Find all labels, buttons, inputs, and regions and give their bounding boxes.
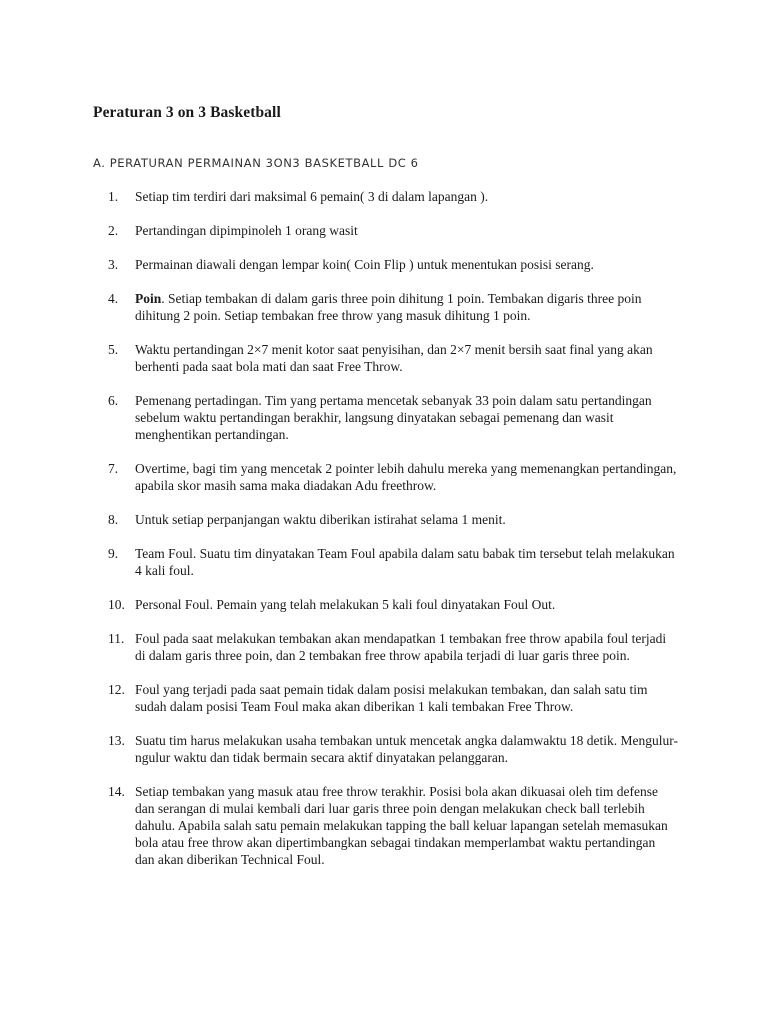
rule-text <box>135 511 678 528</box>
rule-bold-term: Poin <box>135 291 162 306</box>
rule-number: 12. <box>108 682 125 697</box>
rules-list <box>108 188 678 885</box>
rule-body: . Setiap tembakan di dalam garis three poin dihitung 1 poin. Tembakan digaris three poin dihitung 2 poin. Setiap tembakan free throw yang masuk dihitung 1 poin. <box>135 291 642 323</box>
section-heading: A. PERATURAN PERMAINAN 3ON3 BASKETBALL DC 6 <box>93 156 419 170</box>
rule-item <box>108 545 678 579</box>
rule-item <box>108 460 678 494</box>
rule-body: Foul pada saat melakukan tembakan akan mendapatkan 1 tembakan free throw apabila foul terjadi di dalam garis three poin, dan 2 tembakan free throw apabila terjadi di luar garis three poin. <box>135 631 667 663</box>
rule-item <box>108 188 678 205</box>
rule-text <box>135 290 678 324</box>
rule-text <box>135 783 678 868</box>
rule-text <box>135 681 678 715</box>
rule-body: Personal Foul. Pemain yang telah melakukan 5 kali foul dinyatakan Foul Out. <box>135 597 556 612</box>
rule-number: 13. <box>108 733 125 748</box>
rule-number: 1. <box>108 189 119 204</box>
rule-text <box>135 460 678 494</box>
rule-item <box>108 341 678 375</box>
rule-body: Overtime, bagi tim yang mencetak 2 pointer lebih dahulu mereka yang memenangkan pertandingan, apabila skor masih sama maka diadakan Adu freethrow. <box>135 461 677 493</box>
rule-body: Setiap tembakan yang masuk atau free throw terakhir. Posisi bola akan dikuasai oleh tim defense dan serangan di mulai kembali dari luar garis three poin dengan melakukan check ball terlebih dahulu. Apabila salah satu pemain melakukan tapping the ball keluar lapangan setelah memasukan bola atau free throw akan dipertimbangkan sebagai tindakan memperlambat waktu pertandingan dan akan diberikan Technical Foul. <box>135 784 668 867</box>
rule-body: Foul yang terjadi pada saat pemain tidak dalam posisi melakukan tembakan, dan salah satu tim sudah dalam posisi Team Foul maka akan diberikan 1 kali tembakan Free Throw. <box>135 682 648 714</box>
rule-item <box>108 630 678 664</box>
rule-item <box>108 783 678 868</box>
rule-item <box>108 290 678 324</box>
rule-text <box>135 188 678 205</box>
rule-number: 6. <box>108 393 119 408</box>
rule-text <box>135 545 678 579</box>
rule-text <box>135 392 678 443</box>
rule-number: 5. <box>108 342 119 357</box>
rule-number: 14. <box>108 784 125 799</box>
rule-number: 3. <box>108 257 119 272</box>
rule-body: Team Foul. Suatu tim dinyatakan Team Foul apabila dalam satu babak tim tersebut telah melakukan 4 kali foul. <box>135 546 675 578</box>
rule-body: Suatu tim harus melakukan usaha tembakan untuk mencetak angka dalamwaktu 18 detik. Mengulur-ngulur waktu dan tidak bermain secara aktif dinyatakan pelanggaran. <box>135 733 678 765</box>
rule-text <box>135 732 678 766</box>
rule-item <box>108 681 678 715</box>
rule-number: 4. <box>108 291 119 306</box>
rule-body: Pemenang pertadingan. Tim yang pertama mencetak sebanyak 33 poin dalam satu pertandingan sebelum waktu pertandingan berakhir, langsung dinyatakan sebagai pemenang dan wasit menghentikan pertandingan. <box>135 393 652 442</box>
rule-number: 9. <box>108 546 119 561</box>
rule-item <box>108 392 678 443</box>
rule-text <box>135 256 678 273</box>
rule-body: Pertandingan dipimpinoleh 1 orang wasit <box>135 223 358 238</box>
rule-number: 10. <box>108 597 125 612</box>
rule-item <box>108 222 678 239</box>
rule-number: 7. <box>108 461 119 476</box>
rule-text <box>135 630 678 664</box>
rule-item <box>108 256 678 273</box>
rule-item <box>108 511 678 528</box>
rule-number: 8. <box>108 512 119 527</box>
rule-body: Waktu pertandingan 2×7 menit kotor saat penyisihan, dan 2×7 menit bersih saat final yang akan berhenti pada saat bola mati dan saat Free Throw. <box>135 342 653 374</box>
rule-body: Untuk setiap perpanjangan waktu diberikan istirahat selama 1 menit. <box>135 512 506 527</box>
rule-text <box>135 222 678 239</box>
rule-text <box>135 341 678 375</box>
rule-number: 11. <box>108 631 125 646</box>
rule-item <box>108 596 678 613</box>
document-title: Peraturan 3 on 3 Basketball <box>93 104 281 121</box>
rule-text <box>135 596 678 613</box>
rule-number: 2. <box>108 223 119 238</box>
rule-body: Permainan diawali dengan lempar koin( Coin Flip ) untuk menentukan posisi serang. <box>135 257 594 272</box>
rule-body: Setiap tim terdiri dari maksimal 6 pemain( 3 di dalam lapangan ). <box>135 189 489 204</box>
rule-item <box>108 732 678 766</box>
